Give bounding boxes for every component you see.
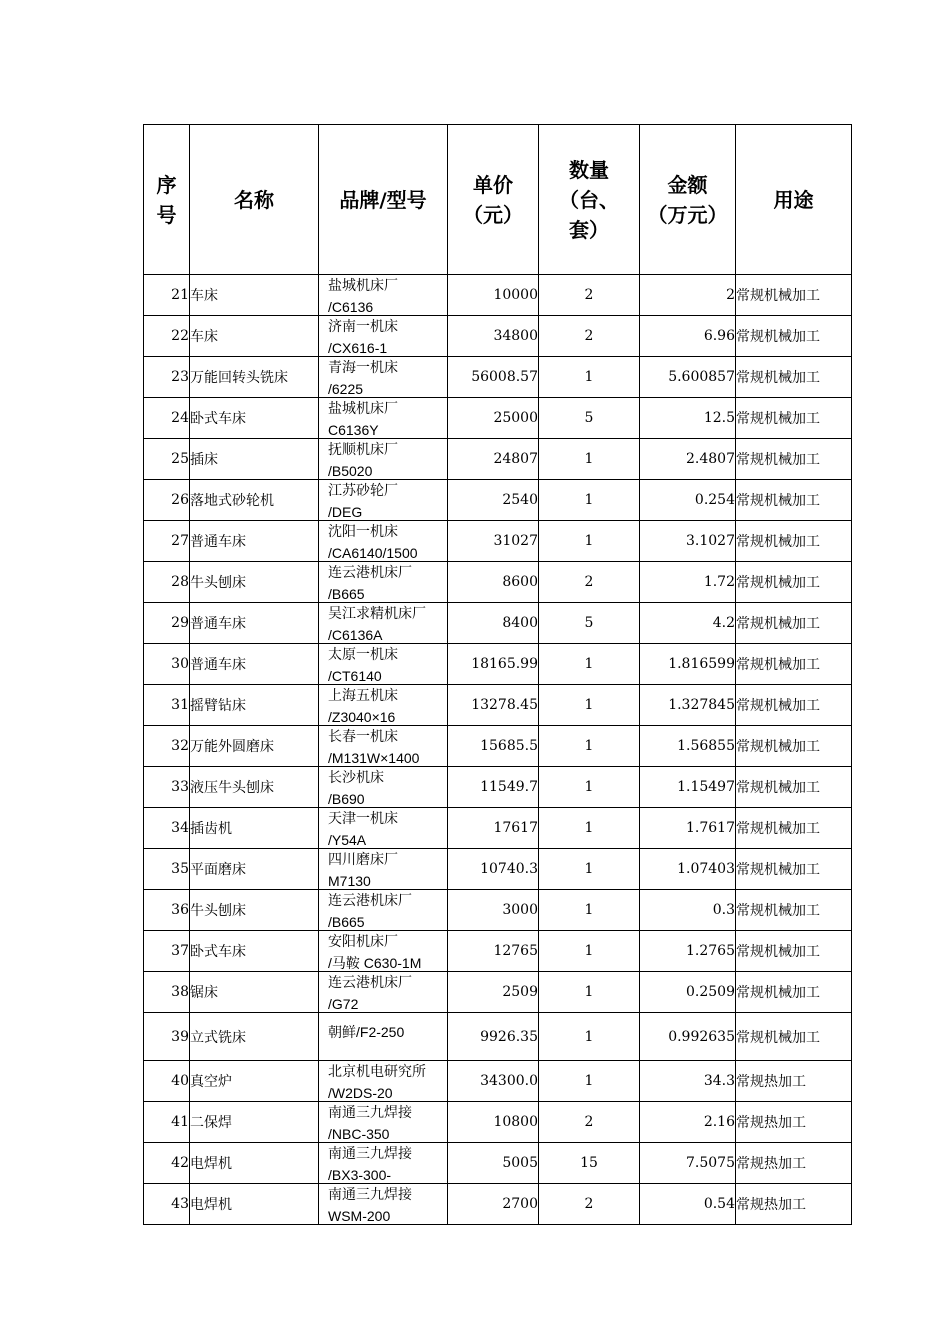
cell-name: 电焊机 [190,1143,319,1184]
cell-seq: 22 [144,316,190,357]
cell-amount: 1.7617 [640,808,736,849]
cell-brand [319,644,448,685]
table-row [144,398,852,439]
cell-seq: 23 [144,357,190,398]
cell-price: 5005 [448,1143,539,1184]
cell-seq: 41 [144,1102,190,1143]
cell-price: 17617 [448,808,539,849]
cell-seq: 35 [144,849,190,890]
header-qty-line-3: 套） [569,217,609,242]
cell-brand-line-2: WSM-200 [328,1208,391,1223]
cell-amount: 1.56855 [640,726,736,767]
cell-seq: 40 [144,1061,190,1102]
cell-brand-line-1: 朝鲜/F2-250 [328,1024,405,1040]
header-price-line-1: 单价 [473,172,513,197]
cell-price: 8600 [448,562,539,603]
cell-seq: 24 [144,398,190,439]
cell-use: 常规机械加工 [736,849,852,890]
cell-price: 12765 [448,931,539,972]
cell-use: 常规机械加工 [736,316,852,357]
cell-price: 31027 [448,521,539,562]
cell-qty: 1 [539,521,640,562]
cell-price: 8400 [448,603,539,644]
cell-brand-line-2: /B5020 [328,463,373,478]
table-row [144,767,852,808]
cell-brand-line-1: 盐城机床厂 [328,278,398,294]
cell-price: 3000 [448,890,539,931]
cell-brand-line-2: /Y54A [328,832,367,847]
cell-name: 万能外圆磨床 [190,726,319,767]
cell-name: 二保焊 [190,1102,319,1143]
table-row [144,480,852,521]
cell-name: 锯床 [190,972,319,1013]
cell-use: 常规机械加工 [736,931,852,972]
cell-name: 普通车床 [190,644,319,685]
cell-amount: 4.2 [640,603,736,644]
table-row [144,644,852,685]
cell-brand [319,767,448,808]
cell-seq: 29 [144,603,190,644]
cell-amount: 0.54 [640,1184,736,1225]
cell-seq: 28 [144,562,190,603]
header-price [448,125,539,275]
cell-brand-line-2: /DEG [328,504,363,519]
cell-brand-line-1: 北京机电研究所 [328,1064,426,1080]
cell-brand [319,480,448,521]
cell-brand [319,1184,448,1225]
cell-brand [319,726,448,767]
cell-use: 常规热加工 [736,1061,852,1102]
cell-brand-line-1: 江苏砂轮厂 [328,483,398,499]
cell-brand [319,808,448,849]
cell-qty: 1 [539,931,640,972]
cell-brand [319,931,448,972]
cell-name: 车床 [190,316,319,357]
cell-name: 牛头刨床 [190,890,319,931]
header-amount-line-2: （万元） [647,202,728,227]
cell-seq: 32 [144,726,190,767]
cell-qty: 1 [539,808,640,849]
table-row [144,1013,852,1061]
cell-use: 常规机械加工 [736,726,852,767]
header-brand-label: 品牌/型号 [339,187,427,212]
cell-price: 10800 [448,1102,539,1143]
table-row [144,439,852,480]
cell-amount: 7.5075 [640,1143,736,1184]
cell-brand-line-1: 盐城机床厂 [328,401,398,417]
cell-price: 13278.45 [448,685,539,726]
cell-price: 2540 [448,480,539,521]
cell-brand [319,398,448,439]
cell-price: 24807 [448,439,539,480]
cell-amount: 1.2765 [640,931,736,972]
cell-seq: 30 [144,644,190,685]
table-row [144,357,852,398]
cell-seq: 27 [144,521,190,562]
cell-brand-line-1: 四川磨床厂 [328,852,398,868]
cell-brand [319,890,448,931]
header-seq-line-1: 序 [156,172,177,197]
header-qty-line-2: （台、 [559,187,619,212]
cell-amount: 6.96 [640,316,736,357]
cell-brand-line-2: C6136Y [328,422,379,437]
cell-qty: 5 [539,603,640,644]
table-row [144,808,852,849]
cell-use: 常规机械加工 [736,644,852,685]
cell-brand-line-2: M7130 [328,873,371,888]
cell-qty: 1 [539,849,640,890]
cell-brand-line-2: /6225 [328,381,364,396]
cell-brand-line-1: 吴江求精机床厂 [328,606,426,622]
cell-brand [319,685,448,726]
header-seq [144,125,190,275]
cell-price: 11549.7 [448,767,539,808]
header-brand [319,125,448,275]
cell-brand-line-1: 安阳机床厂 [328,934,398,950]
cell-price: 15685.5 [448,726,539,767]
cell-use: 常规机械加工 [736,767,852,808]
cell-amount: 0.3 [640,890,736,931]
table-row [144,1061,852,1102]
cell-qty: 2 [539,316,640,357]
header-amount-line-1: 金额 [667,172,708,197]
cell-brand [319,1013,448,1061]
cell-brand-line-2: /W2DS-20 [328,1085,393,1100]
cell-price: 10740.3 [448,849,539,890]
cell-name: 车床 [190,275,319,316]
cell-use: 常规机械加工 [736,685,852,726]
cell-use: 常规机械加工 [736,357,852,398]
cell-brand-line-1: 抚顺机床厂 [328,442,398,458]
table-body [144,275,852,1225]
cell-brand-line-2: /BX3-300- [328,1167,392,1182]
cell-seq: 31 [144,685,190,726]
cell-amount: 1.72 [640,562,736,603]
cell-brand [319,972,448,1013]
cell-brand [319,521,448,562]
cell-use: 常规机械加工 [736,275,852,316]
cell-seq: 42 [144,1143,190,1184]
cell-qty: 1 [539,439,640,480]
table-row [144,316,852,357]
cell-qty: 1 [539,890,640,931]
cell-brand-line-2: /B690 [328,791,365,806]
cell-brand [319,1143,448,1184]
cell-brand-line-1: 南通三九焊接 [328,1146,412,1162]
cell-brand [319,439,448,480]
cell-amount: 3.1027 [640,521,736,562]
cell-qty: 2 [539,1184,640,1225]
cell-amount: 2 [640,275,736,316]
cell-price: 56008.57 [448,357,539,398]
cell-qty: 1 [539,767,640,808]
cell-brand-line-2: /CT6140 [328,668,382,683]
cell-amount: 1.07403 [640,849,736,890]
cell-brand-line-2: /马鞍 C630-1M [328,955,422,970]
cell-brand [319,357,448,398]
cell-name: 普通车床 [190,603,319,644]
cell-price: 9926.35 [448,1013,539,1061]
header-amount [640,125,736,275]
table-row [144,1143,852,1184]
cell-name: 牛头刨床 [190,562,319,603]
cell-use: 常规机械加工 [736,1013,852,1061]
cell-name: 插齿机 [190,808,319,849]
cell-seq: 33 [144,767,190,808]
cell-qty: 1 [539,357,640,398]
table-row [144,972,852,1013]
cell-name: 真空炉 [190,1061,319,1102]
header-price-line-2: （元） [463,202,523,227]
header-seq-line-2: 号 [156,202,177,227]
cell-seq: 38 [144,972,190,1013]
cell-qty: 1 [539,644,640,685]
cell-brand-line-2: /NBC-350 [328,1126,390,1141]
cell-amount: 5.600857 [640,357,736,398]
cell-amount: 0.254 [640,480,736,521]
cell-use: 常规机械加工 [736,562,852,603]
cell-brand-line-1: 天津一机床 [328,811,398,827]
cell-name: 立式铣床 [190,1013,319,1061]
cell-seq: 26 [144,480,190,521]
cell-price: 25000 [448,398,539,439]
cell-brand-line-2: /C6136 [328,299,374,314]
cell-use: 常规机械加工 [736,890,852,931]
cell-use: 常规机械加工 [736,480,852,521]
cell-qty: 2 [539,562,640,603]
cell-amount: 0.992635 [640,1013,736,1061]
cell-name: 电焊机 [190,1184,319,1225]
cell-brand-line-1: 济南一机床 [328,319,398,335]
header-name [190,125,319,275]
cell-seq: 37 [144,931,190,972]
cell-qty: 2 [539,1102,640,1143]
cell-qty: 1 [539,685,640,726]
cell-name: 插床 [190,439,319,480]
cell-seq: 39 [144,1013,190,1061]
table-row [144,275,852,316]
cell-brand-line-2: /Z3040×16 [328,709,396,724]
cell-name: 液压牛头刨床 [190,767,319,808]
cell-brand-line-2: /B665 [328,586,365,601]
cell-seq: 36 [144,890,190,931]
table-row [144,890,852,931]
cell-seq: 21 [144,275,190,316]
header-use-label: 用途 [773,187,814,212]
cell-name: 万能回转头铣床 [190,357,319,398]
cell-brand-line-2: /CX616-1 [328,340,388,355]
cell-use: 常规热加工 [736,1184,852,1225]
cell-brand [319,849,448,890]
cell-brand-line-1: 上海五机床 [328,688,398,704]
cell-qty: 1 [539,1013,640,1061]
cell-amount: 1.15497 [640,767,736,808]
cell-qty: 5 [539,398,640,439]
cell-use: 常规机械加工 [736,808,852,849]
table-row [144,685,852,726]
cell-use: 常规机械加工 [736,603,852,644]
cell-amount: 1.816599 [640,644,736,685]
cell-brand-line-2: /CA6140/1500 [328,545,418,560]
header-qty-line-1: 数量 [569,157,609,182]
cell-brand-line-1: 沈阳一机床 [328,524,398,540]
cell-amount: 12.5 [640,398,736,439]
cell-price: 34800 [448,316,539,357]
header-row [144,125,852,275]
cell-seq: 25 [144,439,190,480]
cell-use: 常规热加工 [736,1102,852,1143]
cell-qty: 1 [539,1061,640,1102]
cell-amount: 2.4807 [640,439,736,480]
cell-brand [319,1061,448,1102]
cell-brand [319,316,448,357]
cell-amount: 1.327845 [640,685,736,726]
header-use [736,125,852,275]
table-row [144,562,852,603]
cell-qty: 2 [539,275,640,316]
equipment-table [143,124,852,1225]
cell-qty: 1 [539,972,640,1013]
cell-brand [319,275,448,316]
cell-brand-line-2: /B665 [328,914,365,929]
table-row [144,726,852,767]
cell-brand-line-2: /M131W×1400 [328,750,420,765]
cell-brand-line-1: 连云港机床厂 [328,893,412,909]
cell-use: 常规机械加工 [736,398,852,439]
cell-brand-line-1: 南通三九焊接 [328,1105,412,1121]
cell-seq: 43 [144,1184,190,1225]
cell-amount: 0.2509 [640,972,736,1013]
cell-brand [319,1102,448,1143]
cell-brand-line-2: /G72 [328,996,359,1011]
cell-name: 落地式砂轮机 [190,480,319,521]
table-row [144,1102,852,1143]
cell-use: 常规机械加工 [736,521,852,562]
cell-use: 常规机械加工 [736,439,852,480]
cell-brand [319,562,448,603]
cell-price: 2509 [448,972,539,1013]
cell-brand-line-1: 南通三九焊接 [328,1187,412,1203]
cell-price: 18165.99 [448,644,539,685]
cell-qty: 15 [539,1143,640,1184]
cell-brand-line-1: 太原一机床 [328,647,398,663]
cell-brand [319,603,448,644]
cell-use: 常规热加工 [736,1143,852,1184]
cell-brand-line-1: 连云港机床厂 [328,565,412,581]
cell-brand-line-1: 长春一机床 [328,729,398,745]
table-row [144,931,852,972]
cell-amount: 2.16 [640,1102,736,1143]
cell-brand-line-1: 青海一机床 [328,360,398,376]
cell-brand-line-2: /C6136A [328,627,383,642]
table-row [144,521,852,562]
cell-brand-line-1: 连云港机床厂 [328,975,412,991]
cell-name: 摇臂钻床 [190,685,319,726]
cell-price: 2700 [448,1184,539,1225]
cell-name: 平面磨床 [190,849,319,890]
cell-name: 卧式车床 [190,931,319,972]
cell-qty: 1 [539,480,640,521]
table-row [144,603,852,644]
cell-qty: 1 [539,726,640,767]
cell-seq: 34 [144,808,190,849]
cell-amount: 34.3 [640,1061,736,1102]
table-row [144,849,852,890]
cell-name: 普通车床 [190,521,319,562]
cell-brand-line-1: 长沙机床 [328,770,384,786]
cell-price: 34300.0 [448,1061,539,1102]
cell-price: 10000 [448,275,539,316]
table-row [144,1184,852,1225]
header-qty [539,125,640,275]
cell-name: 卧式车床 [190,398,319,439]
header-name-label: 名称 [234,187,274,212]
cell-use: 常规机械加工 [736,972,852,1013]
